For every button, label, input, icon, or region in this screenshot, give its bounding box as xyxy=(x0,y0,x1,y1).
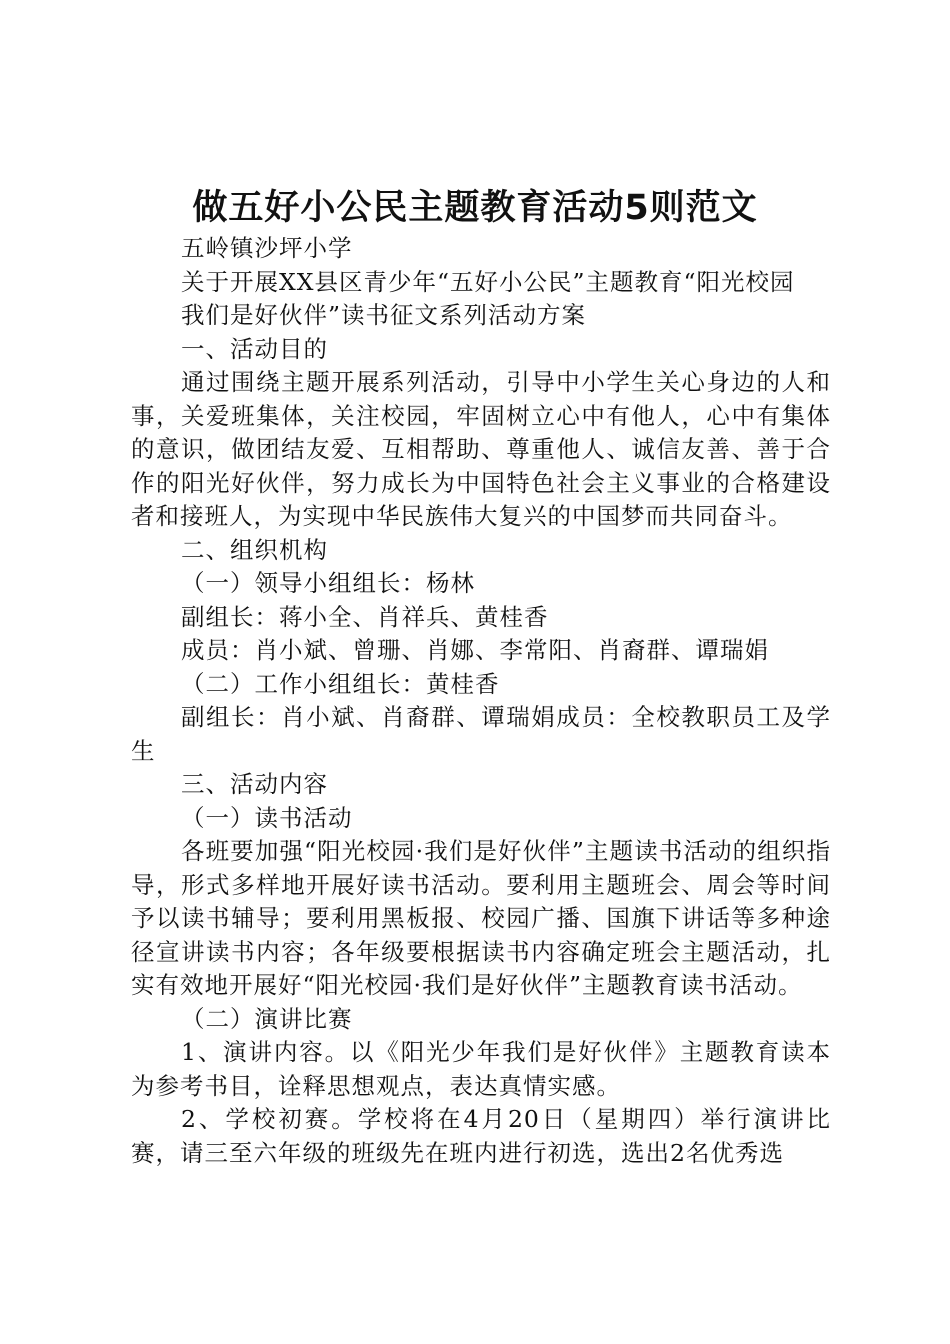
school-preliminary-paragraph: 2、学校初赛。学校将在4月20日（星期四）举行演讲比赛，请三至六年级的班级先在班内进行初选，选出2名优秀选 xyxy=(131,1105,831,1167)
speech-content-paragraph: 1、演讲内容。以《阳光少年我们是好伙伴》主题教育读本为参考书目，诠释思想观点，表达真情实感。 xyxy=(131,1038,831,1100)
section-heading-organization: 二、组织机构 xyxy=(181,535,328,564)
leading-group-leader: （一）领导小组组长：杨林 xyxy=(181,569,475,597)
working-group-leader: （二）工作小组组长：黄桂香 xyxy=(181,669,500,698)
document-body xyxy=(131,232,831,1170)
subsection-reading: （一）读书活动 xyxy=(181,803,353,832)
plan-title-line-2: 我们是好伙伴”读书征文系列活动方案 xyxy=(181,301,587,329)
working-group-deputies-members: 副组长：肖小斌、肖裔群、谭瑞娟成员：全校教职员工及学生 xyxy=(131,703,831,765)
plan-title-line-1: 关于开展XX县区青少年“五好小公民”主题教育“阳光校园 xyxy=(181,267,795,296)
leading-group-members: 成员：肖小斌、曾珊、肖娜、李常阳、肖裔群、谭瑞娟 xyxy=(181,636,769,664)
purpose-paragraph: 通过围绕主题开展系列活动，引导中小学生关心身边的人和事，关爱班集体，关注校园，牢固树立心中有他人，心中有集体的意识，做团结友爱、互相帮助、尊重他人、诚信友善、善于合作的阳光好伙伴，努力成长为中国特色社会主义事业的合格建设者和接班人，为实现中华民族伟大复兴的中国梦而共同奋斗。 xyxy=(131,368,831,530)
leading-group-deputies: 副组长：蒋小全、肖祥兵、黄桂香 xyxy=(181,602,549,631)
section-heading-content: 三、活动内容 xyxy=(181,770,328,798)
document-title: 做五好小公民主题教育活动5则范文 xyxy=(192,188,758,228)
school-name: 五岭镇沙坪小学 xyxy=(181,234,353,262)
reading-paragraph: 各班要加强“阳光校园·我们是好伙伴”主题读书活动的组织指导，形式多样地开展好读书活动。要利用主题班会、周会等时间予以读书辅导；要利用黑板报、校园广播、国旗下讲话等多种途径宣讲读书内容；各年级要根据读书内容确定班会主题活动，扎实有效地开展好“阳光校园·我们是好伙伴”主题教育读书活动。 xyxy=(131,837,831,999)
subsection-speech-contest: （二）演讲比赛 xyxy=(181,1004,353,1033)
section-heading-purpose: 一、活动目的 xyxy=(181,334,328,363)
